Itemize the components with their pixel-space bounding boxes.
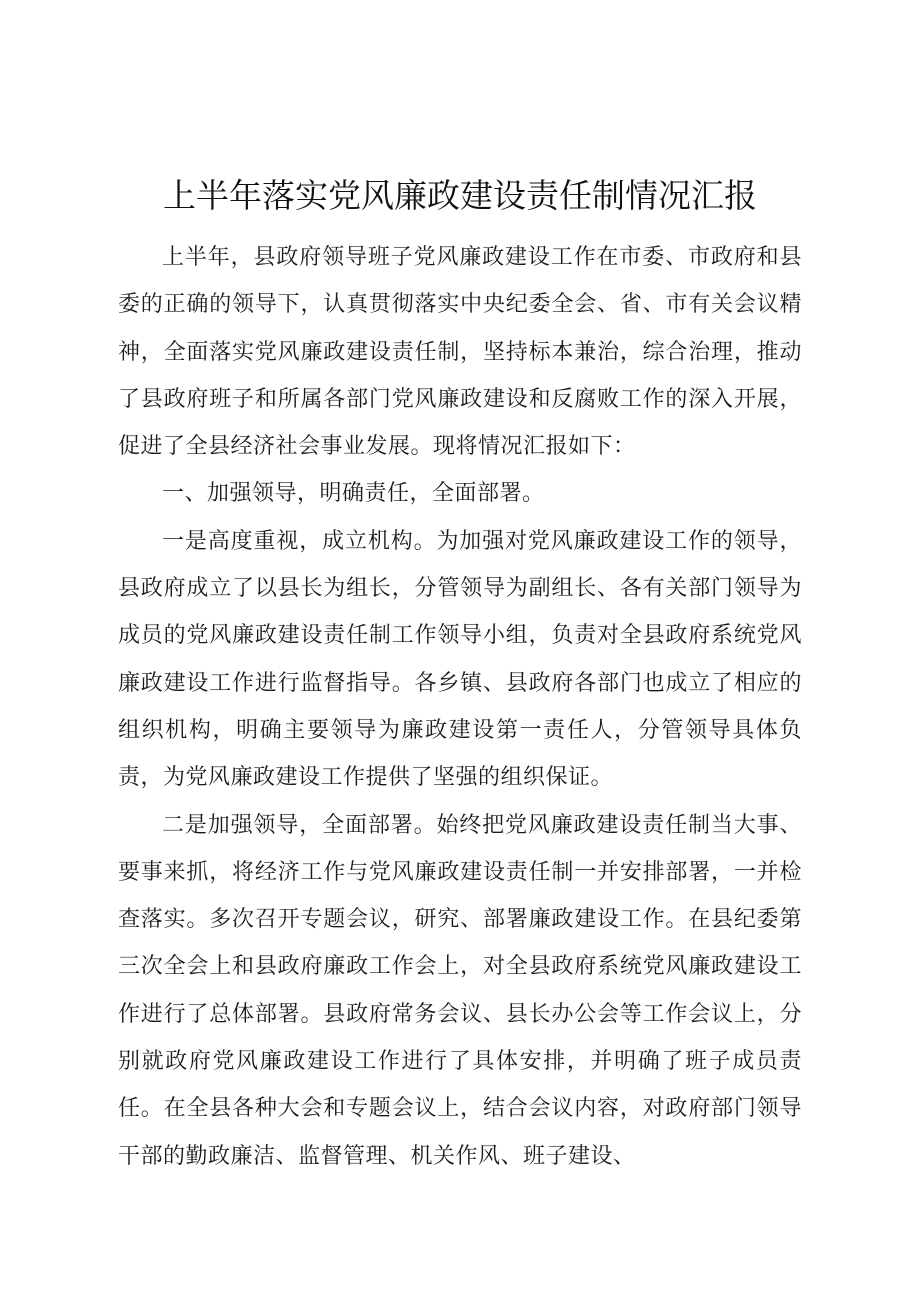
paragraph-point-1: 一是高度重视，成立机构。为加强对党风廉政建设工作的领导，县政府成立了以县长为组长，分管领导为副组长、各有关部门领导为成员的党风廉政建设责任制工作领导小组，负责对全县政府系统党风廉政建设工作进行监督指导。各乡镇、县政府各部门也成立了相应的组织机构，明确主要领导为廉政建设第一责任人，分管领导具体负责，为党风廉政建设工作提供了坚强的组织保证。 [118,528,802,791]
paragraph-point-2: 二是加强领导，全面部署。始终把党风廉政建设责任制当大事、要事来抓，将经济工作与党风廉政建设责任制一并安排部署，一并检查落实。多次召开专题会议，研究、部署廉政建设工作。在县纪委第三次全会上和县政府廉政工作会上，对全县政府系统党风廉政建设工作进行了总体部署。县政府常务会议、县长办公会等工作会议上，分别就政府党风廉政建设工作进行了具体安排，并明确了班子成员责任。在全县各种大会和专题会议上，结合会议内容，对政府部门领导干部的勤政廉洁、监督管理、机关作风、班子建设、 [118,812,802,1169]
paragraph-intro: 上半年，县政府领导班子党风廉政建设工作在市委、市政府和县委的正确的领导下，认真贯彻落实中央纪委全会、省、市有关会议精神，全面落实党风廉政建设责任制，坚持标本兼治，综合治理，推动了县政府班子和所属各部门党风廉政建设和反腐败工作的深入开展，促进了全县经济社会事业发展。现将情况汇报如下： [118,245,802,460]
document-title: 上半年落实党风廉政建设责任制情况汇报 [163,176,757,215]
section-heading-1: 一、加强领导，明确责任，全面部署。 [162,481,545,507]
